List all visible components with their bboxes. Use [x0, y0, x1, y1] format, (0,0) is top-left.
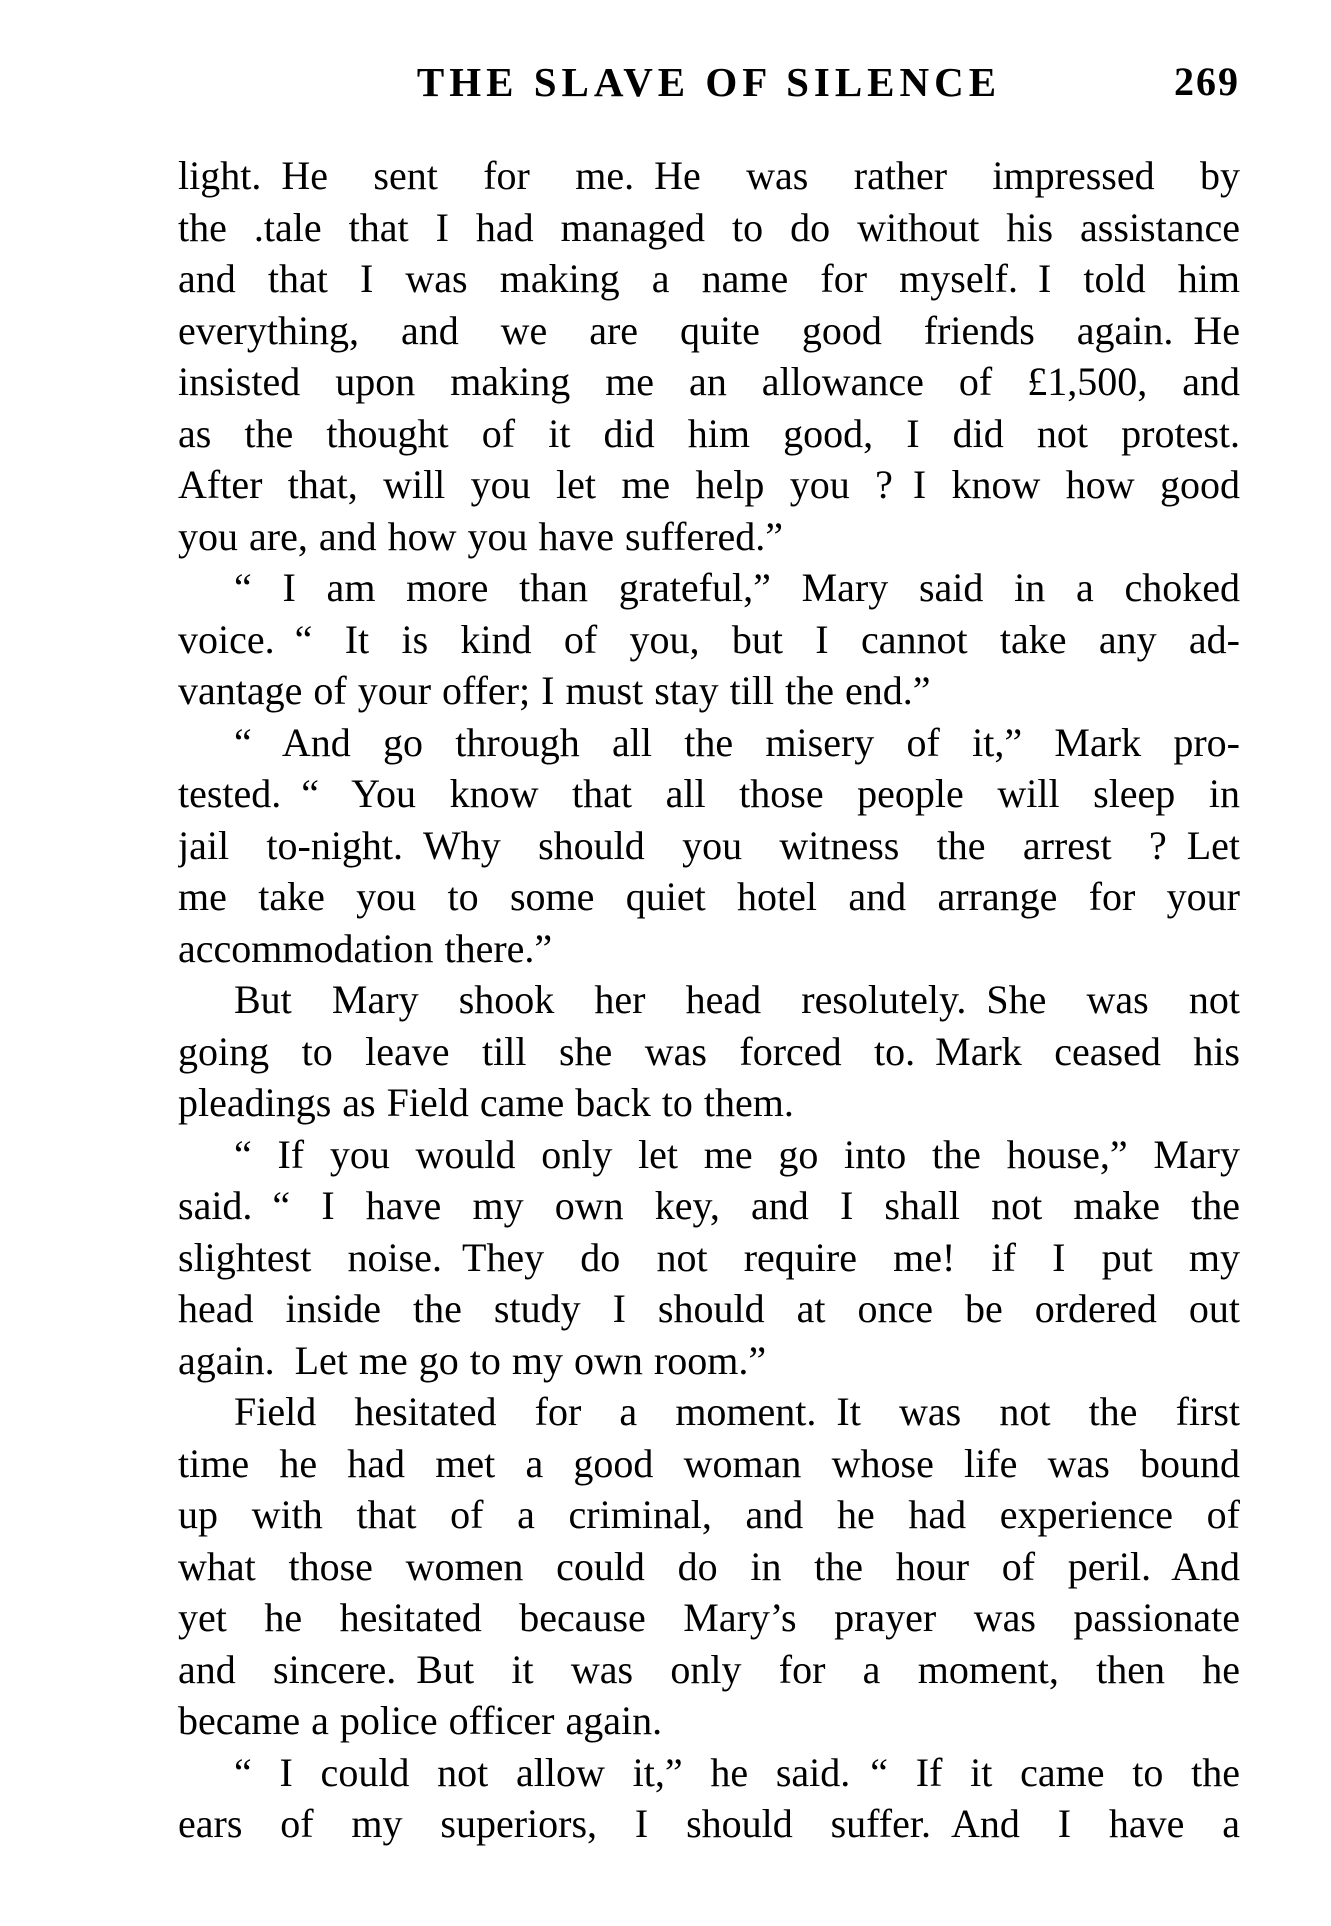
paragraph — [178, 562, 1240, 717]
paragraph — [178, 974, 1240, 1129]
text-line: said. “ I have my own key, and I shall not make the — [178, 1183, 1240, 1228]
text-line: the .tale that I had managed to do without his assistance — [178, 204, 1240, 250]
text-line: accommodation there.” — [178, 925, 553, 971]
text-line: “ I could not allow it,” he said. “ If it came to the — [234, 1749, 1240, 1795]
text-line: insisted upon making me an allowance of £1,500, and — [178, 359, 1240, 404]
text-line: “ And go through all the misery of it,” Mark pro- — [234, 719, 1240, 765]
text-line: After that, will you let me help you ? I know how good — [178, 462, 1240, 507]
text-line: going to leave till she was forced to. Mark ceased his — [178, 1028, 1240, 1074]
text-line: time he had met a good woman whose life was bound — [178, 1440, 1240, 1486]
text-line: again. Let me go to my own room.” — [178, 1337, 767, 1383]
text-line: slightest noise. They do not require me! if I put my — [178, 1234, 1240, 1280]
text-line: jail to-night. Why should you witness the arrest ? Let — [178, 822, 1240, 868]
text-line: tested. “ You know that all those people will sleep in — [178, 771, 1240, 816]
page-body — [178, 150, 1240, 1850]
text-line: voice. “ It is kind of you, but I cannot take any ad- — [178, 616, 1240, 662]
text-line: you are, and how you have suffered.” — [178, 513, 784, 559]
text-line: But Mary shook her head resolutely. She was not — [234, 977, 1240, 1022]
text-line: everything, and we are quite good friends again. He — [178, 307, 1240, 353]
text-line: head inside the study I should at once be ordered out — [178, 1286, 1240, 1331]
paragraph — [178, 1386, 1240, 1747]
text-line: “ If you would only let me go into the house,” Mary — [234, 1131, 1240, 1177]
text-line: pleadings as Field came back to them. — [178, 1080, 794, 1125]
paragraph — [178, 717, 1240, 975]
text-line: vantage of your offer; I must stay till the end.” — [178, 668, 931, 713]
text-line: Field hesitated for a moment. It was not the first — [234, 1389, 1240, 1434]
text-line: and sincere. But it was only for a moment, then he — [178, 1646, 1240, 1692]
running-header — [178, 58, 1240, 108]
page-title: THE SLAVE OF SILENCE — [416, 59, 1002, 105]
text-line: ears of my superiors, I should suffer. And I have a — [178, 1801, 1240, 1846]
paragraph — [178, 1747, 1240, 1850]
text-line: what those women could do in the hour of peril. And — [178, 1543, 1240, 1589]
text-line: and that I was making a name for myself. I told him — [178, 256, 1240, 301]
page-number: 269 — [1174, 59, 1240, 104]
text-line: as the thought of it did him good, I did not protest. — [178, 410, 1240, 456]
text-line: light. He sent for me. He was rather impressed by — [178, 153, 1240, 198]
text-line: became a police officer again. — [178, 1698, 663, 1743]
text-line: “ I am more than grateful,” Mary said in a choked — [234, 565, 1240, 610]
paragraph — [178, 1129, 1240, 1387]
text-line: me take you to some quiet hotel and arrange for your — [178, 874, 1240, 919]
text-line: up with that of a criminal, and he had experience of — [178, 1492, 1240, 1537]
paragraph — [178, 150, 1240, 562]
text-line: yet he hesitated because Mary’s prayer was passionate — [178, 1595, 1240, 1640]
